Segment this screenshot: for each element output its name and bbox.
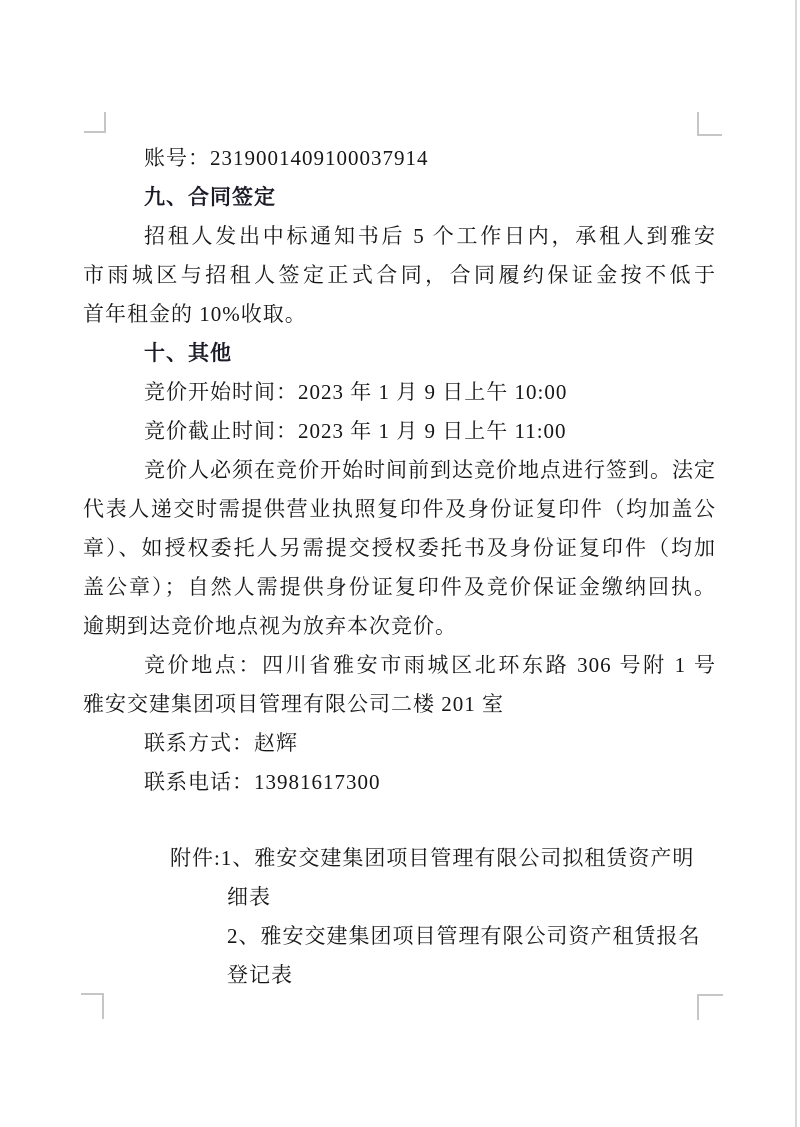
para-contract-line-1: 招租人发出中标通知书后 5 个工作日内，承租人到雅安 — [144, 224, 716, 248]
line-bid-end-time: 竞价截止时间：2023 年 1 月 9 日上午 11:00 — [144, 419, 567, 443]
page-edge-line — [795, 0, 797, 1127]
document-content — [83, 139, 716, 995]
margin-mark-bottom-left — [81, 993, 104, 1019]
attachment-line-2: 细表 — [227, 885, 271, 909]
attachment-line-3: 2、雅安交建集团项目管理有限公司资产租赁报名 — [227, 924, 701, 948]
heading-section-ten: 十、其他 — [144, 341, 232, 365]
para-bid-rules-line-3: 章）、如授权委托人另需提交授权委托书及身份证复印件（均加 — [83, 536, 716, 560]
line-contact-phone: 联系电话：13981617300 — [144, 770, 381, 794]
attachment-line-1: 附件:1、雅安交建集团项目管理有限公司拟租赁资产明 — [170, 846, 695, 870]
line-contact-name: 联系方式：赵辉 — [144, 731, 298, 755]
para-contract-line-2: 市雨城区与招租人签定正式合同，合同履约保证金按不低于 — [83, 263, 716, 287]
blank-line — [83, 802, 716, 839]
line-bid-location-1: 竞价地点：四川省雅安市雨城区北环东路 306 号附 1 号 — [144, 653, 716, 677]
para-bid-rules-line-4: 盖公章）；自然人需提供身份证复印件及竞价保证金缴纳回执。 — [83, 575, 716, 599]
para-bid-rules-line-2: 代表人递交时需提供营业执照复印件及身份证复印件（均加盖公 — [83, 497, 716, 521]
para-bid-rules-line-1: 竞价人必须在竞价开始时间前到达竞价地点进行签到。法定 — [144, 458, 716, 482]
line-bid-location-2: 雅安交建集团项目管理有限公司二楼 201 室 — [83, 692, 504, 716]
margin-mark-bottom-right — [697, 994, 723, 1020]
line-account-number: 账号：2319001409100037914 — [144, 146, 429, 170]
para-bid-rules-line-5: 逾期到达竞价地点视为放弃本次竞价。 — [83, 614, 457, 638]
para-contract-line-3: 首年租金的 10%收取。 — [83, 302, 307, 326]
margin-mark-top-right — [697, 112, 722, 136]
line-bid-start-time: 竞价开始时间：2023 年 1 月 9 日上午 10:00 — [144, 380, 568, 404]
heading-section-nine: 九、合同签定 — [144, 185, 276, 209]
margin-mark-top-left — [84, 112, 106, 133]
attachment-line-4: 登记表 — [227, 963, 293, 987]
